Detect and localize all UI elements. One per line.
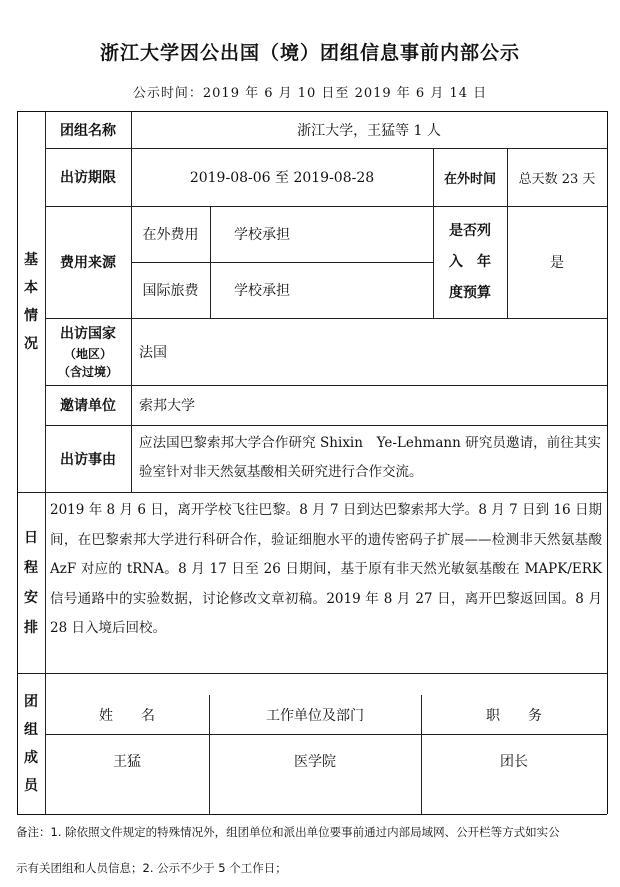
members-section-char: 团 — [24, 693, 38, 710]
budget-label-line: 入 年 — [449, 253, 491, 270]
schedule-text: 2019 年 8 月 6 日，离开学校飞往巴黎。8 月 7 日到达巴黎索邦大学。8 月 7 日到 16 日期间，在巴黎索邦大学进行科研合作，验证细胞水平的遗传密码子扩展——检测非天然氨基酸 AzF 对应的 tRNA。8 月 17 日至 26 日期间，基于原有非天然光敏氨基酸在 MAPK/ERK 信号通路中的实验数据，讨论修改文章初稿。2019 年 8 月 27 日，离开巴黎返回国。8 月 28 日入境后回校。 — [50, 502, 602, 636]
footer-note-line-1: 备注：1. 除依照文件规定的特殊情况外，组团单位和派出单位要事前通过内部局域网、公开栏等方式如实公 — [16, 825, 560, 839]
schedule-section-char: 安 — [24, 589, 38, 606]
purpose-value: 应法国巴黎索邦大学合作研究 Shixin Ye-Lehmann 研究员邀请，前往其实验室针对非天然氨基酸相关研究进行合作交流。 — [139, 435, 601, 480]
member-name: 王猛 — [113, 754, 141, 770]
basic-section-char: 况 — [24, 335, 38, 352]
abroad-cost-label: 在外费用 — [142, 227, 199, 243]
schedule-section-char: 日 — [24, 529, 38, 546]
schedule-section-char: 排 — [24, 619, 38, 636]
abroad-time-label: 在外时间 — [443, 171, 496, 187]
member-unit: 医学院 — [294, 754, 336, 770]
group-name-label: 团组名称 — [60, 122, 116, 139]
members-section-char: 组 — [24, 721, 38, 738]
member-header-name: 姓 名 — [99, 707, 155, 724]
members-section-label — [17, 673, 45, 814]
members-section-char: 员 — [24, 777, 38, 794]
schedule-section-label — [17, 492, 45, 673]
member-position: 团长 — [500, 754, 528, 770]
schedule-section-char: 程 — [24, 559, 38, 576]
country-label — [45, 318, 131, 385]
group-name-value: 浙江大学，王猛等 1 人 — [297, 122, 441, 139]
period-value: 2019-08-06 至 2019-08-28 — [189, 170, 375, 186]
country-value: 法国 — [139, 344, 167, 361]
basic-section-char: 情 — [24, 307, 38, 324]
country-label-line: （含过境） — [57, 364, 118, 379]
page-title: 浙江大学因公出国（境）团组信息事前内部公示 — [99, 42, 520, 64]
funding-label: 费用来源 — [60, 255, 116, 271]
member-header-position: 职 务 — [486, 707, 542, 724]
budget-value: 是 — [550, 255, 564, 271]
budget-label-line: 度预算 — [449, 284, 491, 301]
purpose-label: 出访事由 — [60, 451, 116, 468]
members-section-char: 成 — [24, 749, 38, 766]
basic-section-char: 本 — [24, 279, 38, 296]
basic-section-char: 基 — [24, 251, 38, 268]
inviter-label: 邀请单位 — [60, 398, 116, 414]
abroad-cost-value: 学校承担 — [234, 227, 290, 243]
basic-section-label — [17, 111, 45, 492]
country-label-line: （地区） — [63, 346, 112, 361]
budget-label-line: 是否列 — [449, 222, 491, 239]
period-label: 出访期限 — [60, 170, 116, 186]
abroad-time-value: 总天数 23 天 — [518, 171, 596, 187]
intl-travel-value: 学校承担 — [234, 283, 290, 299]
budget-label — [433, 206, 507, 318]
notice-period: 公示时间：2019 年 6 月 10 日至 2019 年 6 月 14 日 — [132, 86, 488, 101]
intl-travel-label: 国际旅费 — [142, 283, 199, 299]
footer-note-line-2: 示有关团组和人员信息；2. 公示不少于 5 个工作日； — [16, 861, 287, 875]
inviter-value: 索邦大学 — [139, 398, 195, 414]
member-header-unit: 工作单位及部门 — [266, 707, 364, 724]
country-label-line: 出访国家 — [60, 325, 116, 342]
